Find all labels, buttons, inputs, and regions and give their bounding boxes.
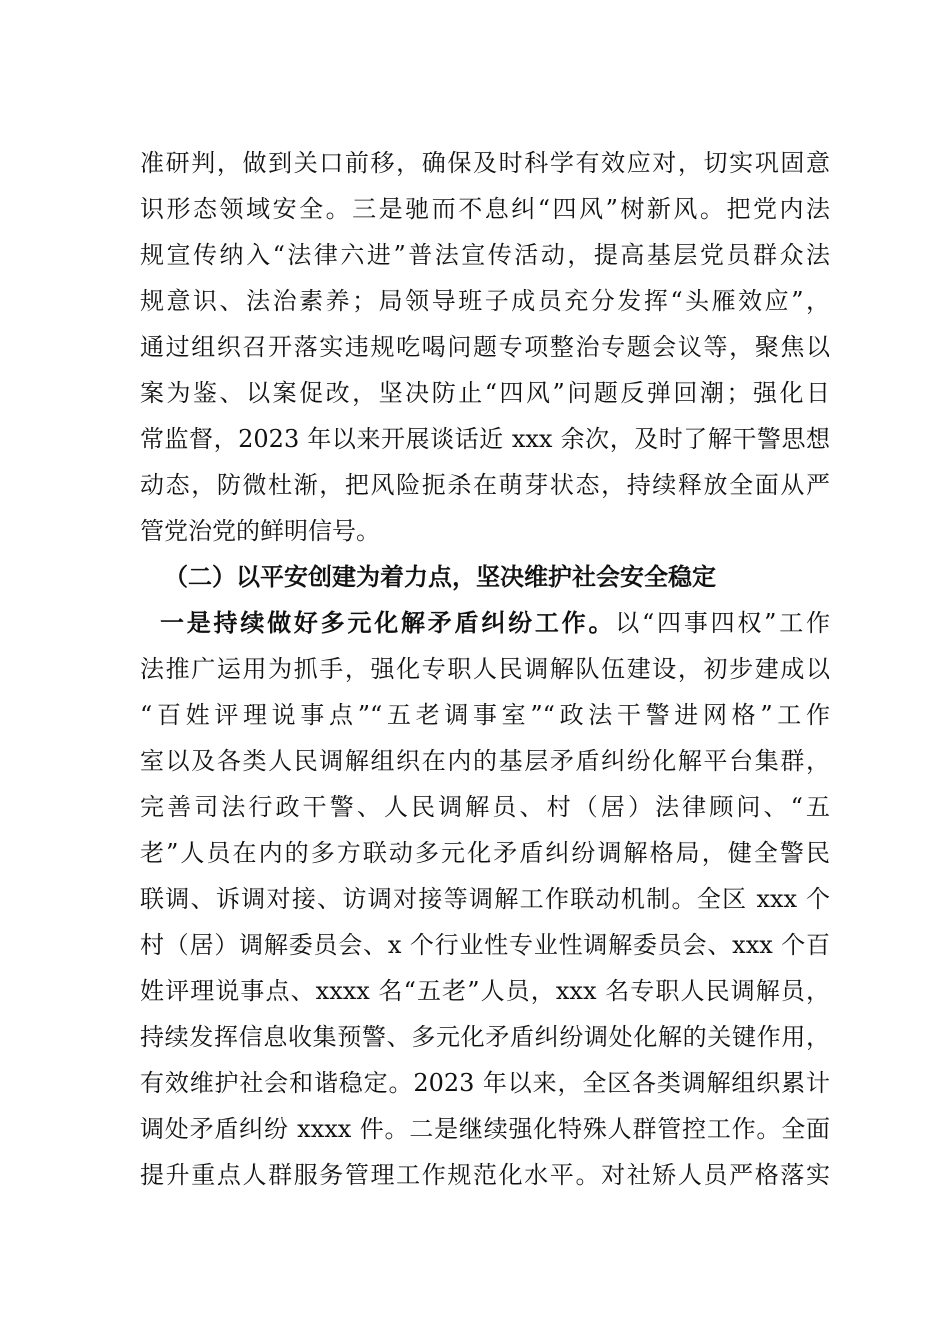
paragraph-first-rest: 以“四事四权”工作 (615, 609, 830, 637)
section-heading: （二）以平安创建为着力点，坚决维护社会安全稳定 (164, 562, 716, 591)
paragraph-line: 管党治党的鲜明信号。 (140, 517, 380, 545)
paragraph-first-line (140, 600, 830, 646)
paragraph-line: 案为鉴、以案促改，坚决防止“四风”问题反弹回潮；强化日 (140, 379, 830, 407)
paragraph-line: 持续发挥信息收集预警、多元化矛盾纠纷调处化解的关键作用， (140, 1023, 830, 1051)
paragraph-line: 姓评理说事点、xxxx 名“五老”人员，xxx 名专职人民调解员， (140, 977, 830, 1005)
paragraph-line: 老”人员在内的多方联动多元化矛盾纠纷调解格局，健全警民 (140, 839, 830, 867)
paragraph-line: 准研判，做到关口前移，确保及时科学有效应对，切实巩固意 (140, 149, 830, 177)
paragraph-line: 通过组织召开落实违规吃喝问题专项整治专题会议等，聚焦以 (140, 333, 830, 361)
document-body (140, 140, 830, 1198)
paragraph-line: 常监督，2023 年以来开展谈话近 xxx 余次，及时了解干警思想 (140, 425, 830, 453)
paragraph-line: 室以及各类人民调解组织在内的基层矛盾纠纷化解平台集群， (140, 747, 830, 775)
paragraph-line: “百姓评理说事点”“五老调事室”“政法干警进网格”工作 (140, 701, 830, 729)
paragraph-line: 完善司法行政干警、人民调解员、村（居）法律顾问、“五 (140, 793, 830, 821)
paragraph-line: 法推广运用为抓手，强化专职人民调解队伍建设，初步建成以 (140, 655, 830, 683)
paragraph-line: 提升重点人群服务管理工作规范化水平。对社矫人员严格落实 (140, 1161, 830, 1189)
paragraph-line: 规宣传纳入“法律六进”普法宣传活动，提高基层党员群众法 (140, 241, 830, 269)
paragraph-line: 动态，防微杜渐，把风险扼杀在萌芽状态，持续释放全面从严 (140, 471, 830, 499)
paragraph-line: 规意识、法治素养；局领导班子成员充分发挥“头雁效应”， (140, 287, 830, 315)
paragraph-line: 识形态领域安全。三是驰而不息纠“四风”树新风。把党内法 (140, 195, 830, 223)
paragraph-lead: 一是持续做好多元化解矛盾纠纷工作。 (160, 608, 616, 637)
paragraph-line: 有效维护社会和谐稳定。2023 年以来，全区各类调解组织累计 (140, 1069, 830, 1097)
paragraph-line: 联调、诉调对接、访调对接等调解工作联动机制。全区 xxx 个 (140, 885, 830, 913)
paragraph-line: 村（居）调解委员会、x 个行业性专业性调解委员会、xxx 个百 (140, 931, 830, 959)
paragraph-line: 调处矛盾纠纷 xxxx 件。二是继续强化特殊人群管控工作。全面 (140, 1115, 830, 1143)
